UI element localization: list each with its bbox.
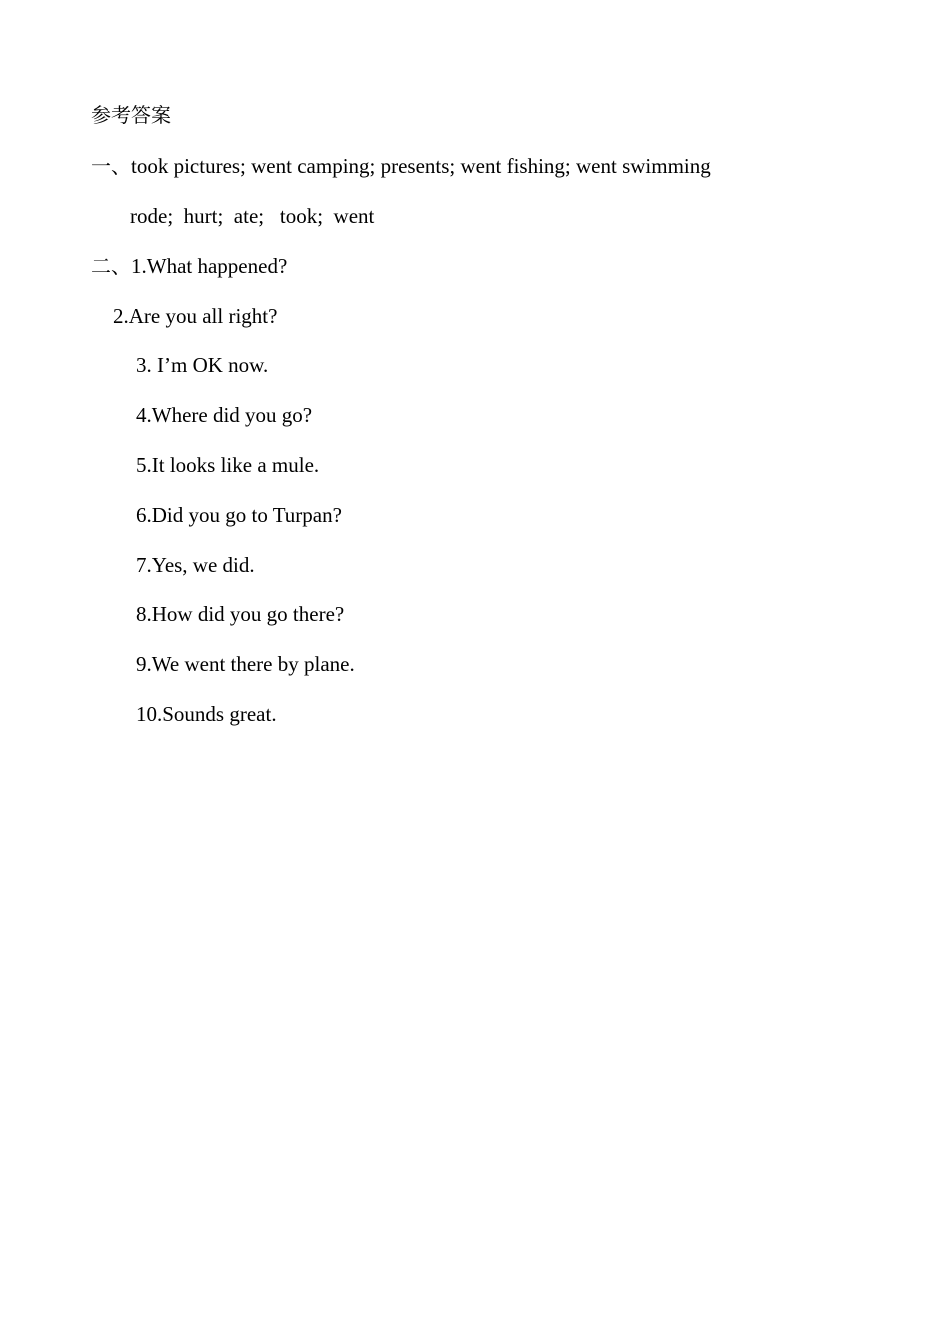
answer-4: 4.Where did you go? [136,403,313,427]
section-1-line-1 [91,152,711,180]
section-2-line-1 [91,252,287,280]
page-title: 参考答案 [91,103,171,127]
section-1-line-2: rode; hurt; ate; took; went [130,204,375,228]
answer-10: 10.Sounds great. [136,702,277,726]
answer-5: 5.It looks like a mule. [136,453,320,477]
answer-7: 7.Yes, we did. [136,553,255,577]
section-1-marker: 一、 [91,154,131,178]
answer-1: 1.What happened? [131,254,288,278]
answer-3: 3. I’m OK now. [136,353,269,377]
answer-8: 8.How did you go there? [136,602,345,626]
answer-9: 9.We went there by plane. [136,652,355,676]
answer-2: 2.Are you all right? [113,304,278,328]
answer-6: 6.Did you go to Turpan? [136,503,342,527]
section-1-answers-1: took pictures; went camping; presents; went fishing; went swimming [131,154,711,178]
section-2-marker: 二、 [91,254,131,278]
